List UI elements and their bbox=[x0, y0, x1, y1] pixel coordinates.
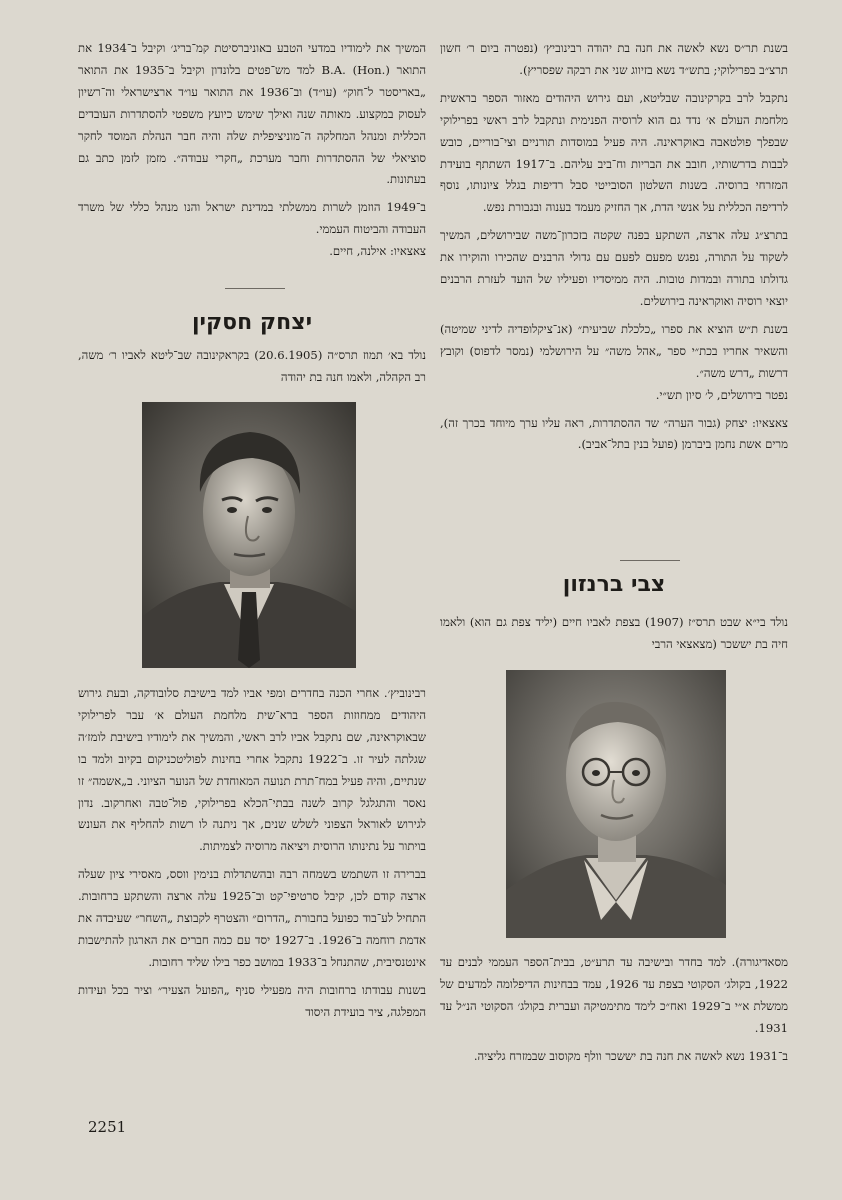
right-column-top bbox=[440, 38, 788, 456]
paragraph: נפטר בירושלים, ל׳ סיון תש״י. bbox=[655, 387, 788, 402]
portrait-photo bbox=[142, 402, 356, 668]
portrait-zvi-berenson-image bbox=[506, 670, 726, 938]
paragraph: בשנות עבודתו ברחובות היה מפעילי סניף „הפועל הצעיר״ וציר בכל ועידות המפלגה, ציר בועידת היסוד bbox=[78, 982, 426, 1019]
entry-heading: יצחק חסקין bbox=[191, 310, 313, 335]
paragraph: צאצאיו: יצחק (גבור הערה״ שד ההסתדרות, ראה עליו ערך מיוחד בכרך זה), מרים אשת נחמן ביברמן (פועל בנין בתל־אביב). bbox=[440, 415, 788, 452]
paragraph: נתקבל לרב בקרקינובה שבליטא, ועם גירוש היהודים מאזור הספר בראשית מלחמת העולם א׳ נדד גם הוא לרוסיה הפנימית ונתקבל לרב ראשי בפרילוקי שבפלך פולטאבה באוקראינה. היה פעיל במוסדות תורניים וצי־בוריים, כובש לבבות בדרשותיו, חובב את הבריות וח־ביב עליהם. ב־1917 השתתף בועידת המזרחי ברוסיה. בשנות השלטון הסובייטי סבל רדיפות בגלל ציונותו, נוסף לרדיפה הכללית על אנשי הדת, אך החזיק מעמד בענוה ובגבורת נפש. bbox=[440, 90, 789, 215]
left-column-intro bbox=[78, 345, 426, 389]
paragraph: ב־1931 נשא לאשה את חנה בת יששכר וולף מקוסוב שבמזרח גליציה. bbox=[473, 1048, 788, 1063]
left-column-top bbox=[78, 38, 426, 263]
paragraph: מסאדיגורה). למד בחדר ובישיבה עד תרע״ט, בבית־הספר העממי לבנים עד 1922, בקולג׳ הסקוטי בצפת עד 1926, עמד בבחינות הדיפלומה למדעים של ממשלת א״י ב־1929 ואח״כ לימד מתימטיקה ועברית בקולג׳ הסקוטי הנ״ל עד 1931. bbox=[440, 955, 788, 1035]
right-column-intro bbox=[440, 612, 788, 656]
paragraph: בשנת תר״ס נשא לאשה את חנה בת יהודה רבינוביץ׳ (נפטרה ביום ר׳ חשון תרצ״ב בפרילוקי; בתש״ד נשא בזיווג שני את רבקה שפסריץ). bbox=[440, 41, 788, 77]
portrait-photo bbox=[506, 670, 726, 938]
paragraph: נולד בי״א שבט תרס״ז (1907) בצפת לאביו חיים (יליד צפת גם הוא) ולאמו חיה בת יששכר (מצאצאי הרבי bbox=[440, 615, 788, 651]
paragraph: ב־1949 הוזמן לשרות ממשלתי במדינת ישראל והנו מנהל כללי של משרד העבודה והביטוח העממי. bbox=[78, 200, 426, 237]
left-column-bottom bbox=[78, 683, 426, 1024]
entry-heading: צבי ברנזון bbox=[562, 572, 666, 597]
paragraph: רבינוביץ׳. אחרי הכנה בחדרים ומפי אביו למד בישיבת סלובודקה, ובעת גירוש היהודים ממחוזות הספר ברא־שית מלחמת העולם א׳ עבר לפרילוקי שבאוקראינה, שם נתקבל אביו לרב ראשי, והמשיך את לימודיו בישיבת לומז׳ה שגלתה לעיר זו. ב־1922 נתקבל אחרי בחינות לפוליטכניקום בקיוב ולמד בו שנתיים, והיה פעיל במח־תרת תנועה המאוחדת של הנוער הציוני. ב„אשמה״ זו נאסר והתגלגל קרוב לשנה בבתי־הכלא בפרילוקי, פול־טבה ואחרקוב. נדון לגירוש לאוראל הצפוני לשלש שנים, אך ניתנה לו רשות להחליף את העונש בויתור על נתינותו הרוסית ויציאה מרוסיה לצמיתות. bbox=[78, 686, 426, 854]
right-column-bottom bbox=[440, 952, 788, 1068]
paragraph: המשיך את לימודיו במדעי הטבע באוניברסיטת קמ־בריג׳ וקיבל ב־1934 את התואר B.A. (Hon.) למד מש־פטים בלונדון וקיבל ב־1935 את התואר „באריסטר ל־חוק״ (עו״ד) וב־1936 את התואר עו״ד ארצישראלי וה־רשיון לעסוק במקצוע. מאותה שנה ואילך שימש כיועץ משפטי להסתדרות העובדים הכללית ומנהל המחלקה ה־מוניציפלית שלה והיה חבר הנהלת המוסד לחקר סוציאלי של ההסתדרות וחבר מערכת „חקרי עבודה״. מזמן לזמן כתב גם בעתונות. bbox=[78, 41, 426, 187]
portrait-yitzhak-haskin-image bbox=[142, 402, 356, 668]
paragraph: צאצאיו: אילנה, חיים. bbox=[329, 244, 426, 259]
paragraph: בשנת ת״ש הוציא את ספרו „כלכלת שביעית״ (אנ־ציקלופדיה לדיני שמיטה) והשאיר אחריו בכת״י ספר „אהל משה״ על הירושלמי (נמסר לדפוס) וקובץ דרשות „דרש משה״. bbox=[440, 321, 788, 380]
paragraph: נולד בא׳ תמוז תרס״ה (20.6.1905) בקראקינובה שב־ליטא לאביו ר׳ משה, רב הקהלה, ולאמו חנה בת יהודה bbox=[78, 348, 426, 384]
page-number: 2251 bbox=[88, 1118, 127, 1136]
paragraph: בתרצ״ג עלה ארצה, השתקע בפנה שקטה בזכרון־משה שבירושלים, המשיך לשקוד על התורה, נפגש מפעם לפעם עם גדולי הרבנים שהכירו והוקירו את גדולתו בתורה ובמדות טובות. היה ממיסדיו ופעיליו של הועד לעזרת הרבנים יוצאי רוסיה ואוקראינה בירושלים. bbox=[440, 228, 788, 308]
divider bbox=[225, 288, 285, 289]
paragraph: בברירה זו השתמש בשמחה רבה ובהשתדלות בנימין ווסס, מאסירי ציון שעלה ארצה קודם לכן, קיבל סרטיפי־קט וב־1925 עלה ארצה והשתקע ברחובות. התחיל לע־בוד כפועל בחבורת „הדרום״ והצטרף לקבוצת „השחר״ שעיבדה את אדמת רוחמה ב־1926. ב־1927 יסד עם כמה חברים את הארגון להתישבות אינטנסיבית, שהתנחל ב־1933 במושב כפר בילו שליד רחובות. bbox=[78, 867, 427, 969]
divider bbox=[620, 560, 680, 561]
